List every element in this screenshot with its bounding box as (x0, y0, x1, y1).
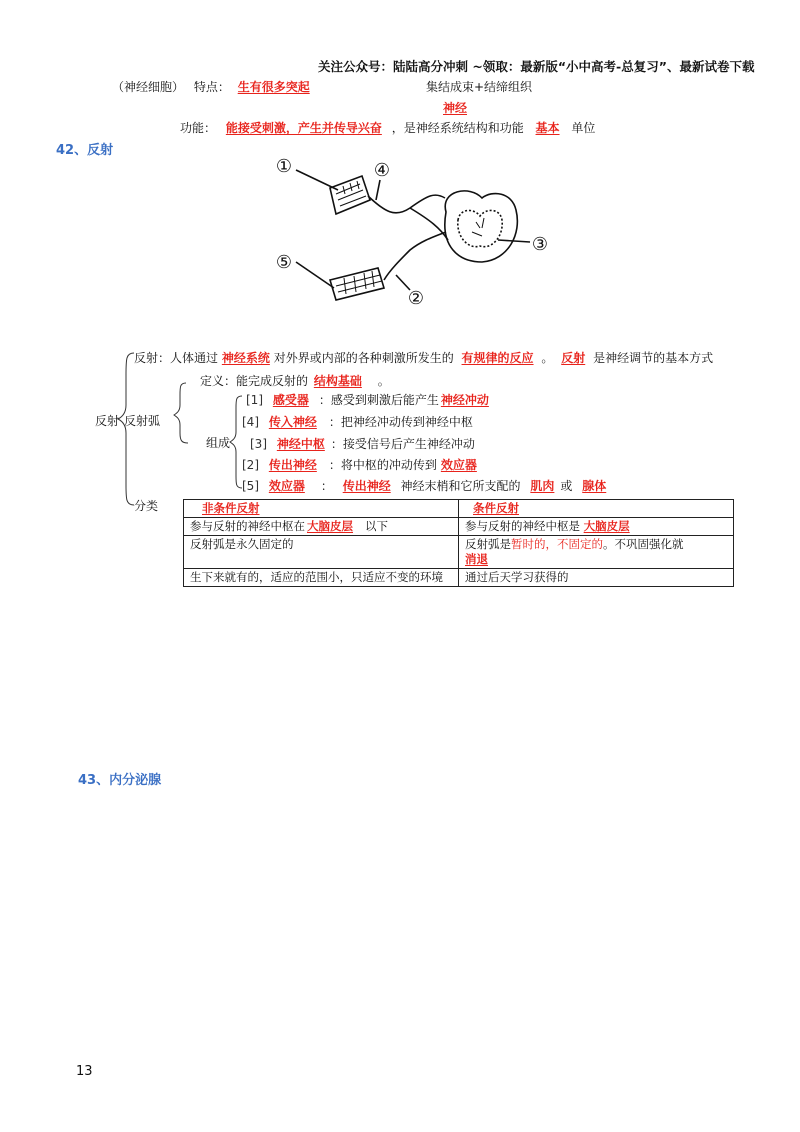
function-unit-value: 基本 (535, 121, 560, 135)
arc-definition (200, 372, 390, 389)
component-3-name: 神经中枢 (276, 437, 325, 451)
reflex-arc-diagram (260, 150, 560, 315)
effector-muscle (330, 268, 384, 300)
component-4 (242, 413, 473, 430)
table-cell: 生下来就有的，适应的范围小，只适应不变的环境 (184, 569, 459, 587)
component-1-num: [1] (246, 393, 263, 407)
component-2-num: [2] (242, 458, 259, 472)
arc-def-blank: 结构基础 (313, 374, 362, 388)
spinal-cord-outer (445, 191, 518, 262)
neuron-line (112, 78, 322, 95)
header-promo: 关注公众号：陆陆高分冲刺 ~领取：最新版“小中高考-总复习”、最新试卷下载 (318, 59, 755, 74)
arc-label: 反射弧 (124, 414, 161, 428)
def-end: 是神经调节的基本方式 (593, 351, 714, 365)
component-3-desc: ：接受信号后产生神经冲动 (330, 437, 475, 451)
component-5-num: [5] (242, 479, 259, 493)
def-blank-3: 反射 (561, 351, 586, 365)
component-2-desc: ：将中枢的冲动传到 (328, 458, 437, 472)
component-4-num: [4] (242, 415, 259, 429)
table-header-conditioned: 条件反射 (459, 500, 734, 518)
component-2 (242, 456, 485, 473)
feature-value: 生有很多突起 (237, 80, 310, 94)
def-blank-1: 神经系统 (221, 351, 270, 365)
efferent-nerve (384, 232, 446, 280)
function-line (180, 119, 595, 136)
component-4-name: 传入神经 (268, 415, 317, 429)
function-label: 功能： (180, 121, 217, 135)
table-cell: 参与反射的神经中枢是 大脑皮层 (459, 518, 734, 536)
outline-braces (110, 345, 190, 515)
nerve-blank: 神经 (443, 101, 468, 115)
component-5-sep: ： (320, 479, 333, 493)
component-1-desc: ：感受到刺激后能产生 (318, 393, 439, 407)
table-row (184, 536, 734, 569)
page-number: 13 (76, 1064, 93, 1079)
component-5-blank-3: 腺体 (582, 479, 607, 493)
classification-label: 分类 (134, 499, 159, 513)
component-2-extra: 效应器 (440, 458, 477, 472)
function-end: 单位 (571, 121, 596, 135)
component-1-extra: 神经冲动 (440, 393, 489, 407)
outline-root: 反射 (95, 414, 120, 428)
table-header-row (184, 500, 734, 518)
feature-label: 特点： (193, 80, 230, 94)
table-row (184, 518, 734, 536)
table-header-unconditioned: 非条件反射 (184, 500, 459, 518)
reflex-definition (134, 349, 713, 366)
diagram-label-5: ⑤ (275, 252, 293, 273)
bundle-text: 集结成束+结缔组织 (426, 80, 533, 94)
def-prefix: 反射：人体通过 (134, 351, 219, 365)
component-3-num: [3] (250, 437, 267, 451)
diagram-label-4: ④ (373, 160, 391, 181)
component-1 (246, 391, 497, 408)
component-5-mid: 神经末梢和它所支配的 (400, 479, 521, 493)
component-4-desc: ：把神经冲动传到神经中枢 (328, 415, 473, 429)
component-5-name: 效应器 (268, 479, 305, 493)
function-mid: ，是神经系统结构和功能 (391, 121, 524, 135)
composition-label: 组成 (206, 436, 231, 450)
table-cell: 反射弧是永久固定的 (184, 536, 459, 569)
component-5 (242, 477, 612, 494)
diagram-label-2: ② (407, 288, 425, 309)
table-cell: 参与反射的神经中枢在 大脑皮层 以下 (184, 518, 459, 536)
def-mid: 对外界或内部的各种刺激所发生的 (273, 351, 454, 365)
spinal-cord-gray (458, 210, 502, 246)
section-42-title: 42、反射 (56, 143, 114, 158)
section-43-title: 43、内分泌腺 (78, 773, 162, 788)
classification-table (183, 499, 734, 587)
arc-def-end: 。 (377, 374, 390, 388)
arc-def-prefix: 定义：能完成反射的 (200, 374, 309, 388)
component-3 (250, 435, 475, 452)
def-blank-2: 有规律的反应 (461, 351, 534, 365)
component-2-name: 传出神经 (268, 458, 317, 472)
component-5-or: 或 (560, 479, 573, 493)
component-1-name: 感受器 (272, 393, 309, 407)
diagram-label-3: ③ (531, 234, 549, 255)
def-sep: 。 (541, 351, 554, 365)
diagram-label-1: ① (275, 156, 293, 177)
component-5-blank-1: 传出神经 (342, 479, 391, 493)
function-value: 能接受刺激，产生并传导兴奋 (225, 121, 382, 135)
table-row (184, 569, 734, 587)
afferent-nerve (368, 195, 445, 213)
component-5-blank-2: 肌肉 (530, 479, 555, 493)
table-cell: 通过后天学习获得的 (459, 569, 734, 587)
neuron-label: （神经细胞） (112, 80, 185, 94)
table-cell: 反射弧是暂时的，不固定的。不巩固强化就 消退 (459, 536, 734, 569)
